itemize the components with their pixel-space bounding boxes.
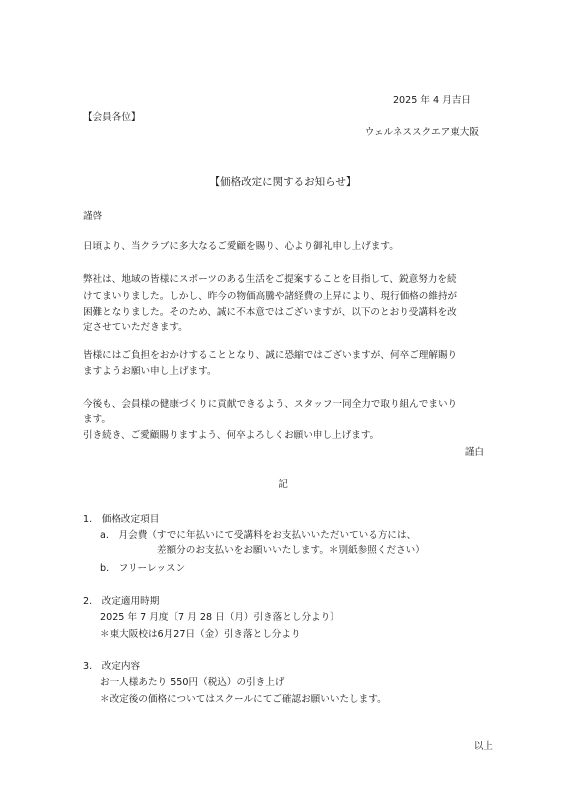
sender-line: ウェルネススクエア東大阪 [364,127,479,138]
paragraph-line: 日頃より、当クラブに多大なるご愛顧を賜り、心より御礼申し上げます。 [83,241,399,252]
end-ijou: 以上 [473,741,493,752]
item-detail: 2025 年 7 月度〔7 月 28 日（月）引き落とし分より〕 [100,612,340,623]
item-heading: 3. 改定内容 [83,661,141,672]
sub-item-a-continued: 差額分のお支払いをお願いいたします。＊別紙参照ください） [157,545,425,556]
item-heading: 2. 改定適用時期 [83,596,160,607]
addressee-line: 【会員各位】 [83,112,141,123]
document-title: 【価格改定に関するお知らせ】 [209,176,357,188]
paragraph-line: けてまいりました。しかし、昨今の物価高騰や諸経費の上昇により、現行価格の維持が [83,291,458,302]
sub-item-a: a. 月会費（すでに年払いにて受講料をお支払いいただいている方には、 [100,530,417,541]
salutation: 謹啓 [83,211,103,222]
paragraph-line: 引き続き、ご愛顧賜りますよう、何卒よろしくお願い申し上げます。 [83,430,380,441]
item-note: ＊東大阪校は6月27日（金）引き落とし分より [100,629,301,640]
paragraph-line: ますようお願い申し上げます。 [83,366,217,377]
paragraph-line: ます。 [83,414,112,425]
item-note: ＊改定後の価格についてはスクールにてご確認お願いいたします。 [100,694,387,705]
sub-item-b: b. フリーレッスン [100,563,186,574]
paragraph-line: 皆様にはご負担をおかけすることとなり、誠に恐縮ではございますが、何卒ご理解賜り [83,350,458,361]
paragraph-line: 困難となりました。そのため、誠に不本意ではございますが、以下のとおり受講料を改 [83,307,457,318]
date-line: 2025 年 4 月吉日 [392,95,471,106]
paragraph-line: 定させていただきます。 [83,322,188,333]
paragraph-line: 今後も、会員様の健康づくりに貢献できるよう、スタッフ一同全力で取り組んでまいり [83,399,458,410]
paragraph-line: 弊社は、地域の皆様にスポーツのある生活をご提案することを目指して、鋭意努力を続 [83,274,457,285]
item-detail: お一人様あたり 550円（税込）の引き上げ [100,677,285,688]
ki-marker: 記 [278,479,288,490]
closing-kenpaku: 謹白 [464,447,484,458]
item-heading: 1. 価格改定項目 [83,514,160,525]
